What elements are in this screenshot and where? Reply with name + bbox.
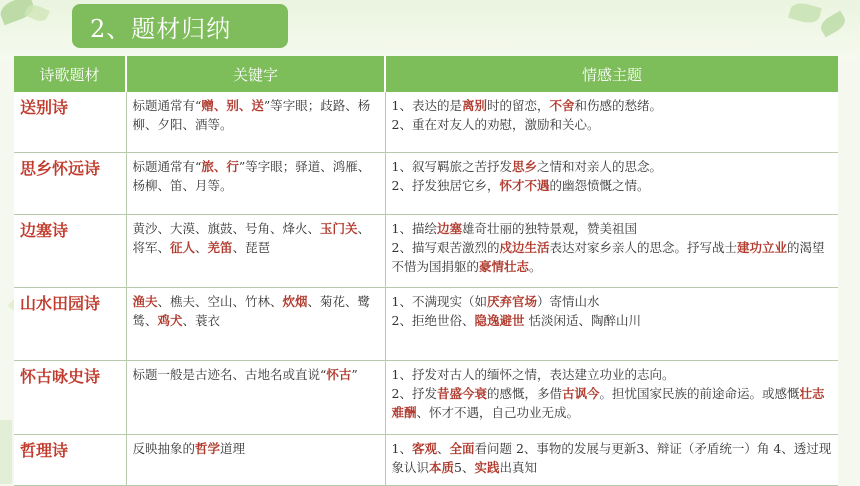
cell-text: 1、不满现实（如 [391,294,487,309]
cell-text: ”等字眼；驿道、鸿雁、杨柳、笛、月等。 [132,159,371,193]
highlight-keyword: 建功立业 [737,240,788,255]
cell-text: 时的留恋， [486,98,550,113]
header-subject: 诗歌题材 [14,56,126,92]
keywords-cell [126,288,385,361]
highlight-keyword: 炊烟 [282,294,308,309]
highlight-keyword: 哲学 [195,441,221,456]
cell-text: 、琵琶 [232,240,271,255]
cell-text: 黄沙、大漠、旗鼓、号角、烽火、 [132,221,321,236]
cell-text: 看问题 2、事物的发展与更新3、辩证（矛盾统一）角 4、透过现象认识 [391,441,832,475]
header-emotion: 情感主题 [385,56,838,92]
cell-text: 2、重在对友人的劝慰，激励和关心。 [391,117,600,132]
cell-text: 、樵夫、空山、竹林、 [157,294,283,309]
cell-text: ）寄情山水 [536,294,600,309]
highlight-keyword: 豪情壮志 [479,259,530,274]
highlight-keyword: 壮志难酬 [391,386,825,420]
cell-text: 出真知 [499,460,538,475]
highlight-keyword: 旅、行 [201,159,239,174]
cell-text: 2、拒绝世俗、 [391,313,475,328]
cell-text: 1、表达的是 [391,98,462,113]
highlight-keyword: 征人 [170,240,196,255]
highlight-keyword: 隐逸避世 [474,313,525,328]
emotion-cell [385,215,838,288]
section-title-tab [72,4,288,48]
cell-text: 的感慨，多借 [486,386,562,401]
subject-cell: 山水田园诗 [14,288,126,361]
cell-text: 1、 [391,441,412,456]
keywords-cell [126,153,385,215]
emotion-cell [385,288,838,361]
highlight-keyword: 客观 [411,441,437,456]
cell-text: 之情和对亲人的思念。 [536,159,662,174]
keywords-cell [126,92,385,153]
house-decoration [0,420,12,484]
section-title: 2、题材归纳 [90,14,232,43]
highlight-keyword: 实践 [474,460,500,475]
table-row [14,361,838,435]
cell-text: 、菊花、鹭鸶、 [132,294,371,328]
cell-text: 。担忧国家民族的前途命运。或感慨 [599,386,800,401]
highlight-keyword: 鸡犬 [157,313,183,328]
cell-text: 。 [529,259,542,274]
cell-text: 1、叙写羁旅之苦抒发 [391,159,512,174]
highlight-keyword: 羌笛 [207,240,233,255]
table-row [14,435,838,486]
cell-text: 标题通常有“ [132,98,202,113]
highlight-keyword: 边塞 [436,221,462,236]
cell-text: 、将军、 [132,221,371,255]
subject-cell: 怀古咏史诗 [14,361,126,435]
highlight-keyword: 戍边生活 [499,240,550,255]
emotion-cell [385,435,838,486]
cell-text: 标题通常有“ [132,159,202,174]
cell-text: 表达对家乡亲人的思念。抒写战士 [549,240,737,255]
cell-text: 道理 [220,441,246,456]
subject-cell: 哲理诗 [14,435,126,486]
highlight-keyword: 怀古 [326,367,352,382]
highlight-keyword: 昔盛今衰 [436,386,487,401]
highlight-keyword: 不舍 [549,98,575,113]
poetry-theme-table [14,56,838,486]
cell-text: 、怀才不遇，自己功业无成。 [416,405,580,420]
highlight-keyword: 离别 [461,98,487,113]
subject-cell: 思乡怀远诗 [14,153,126,215]
highlight-keyword: 思乡 [511,159,537,174]
cell-text: 恬淡闲适、陶醉山川 [524,313,641,328]
highlight-keyword: 厌弃官场 [486,294,537,309]
keywords-cell [126,215,385,288]
table-row [14,153,838,215]
cell-text: 2、描写艰苦激烈的 [391,240,500,255]
cell-text: 和伤感的愁绪。 [574,98,663,113]
emotion-cell [385,153,838,215]
highlight-keyword: 怀才不遇 [499,178,550,193]
subject-cell: 送别诗 [14,92,126,153]
highlight-keyword: 全面 [449,441,475,456]
highlight-keyword: 玉门关 [320,221,358,236]
table-header-row [14,56,838,92]
highlight-keyword: 赠、别、送 [201,98,264,113]
cell-text: 1、描绘 [391,221,437,236]
emotion-cell [385,92,838,153]
cell-text: 、 [436,441,450,456]
keywords-cell [126,361,385,435]
cell-text: ”等字眼；歧路、杨柳、夕阳、酒等。 [132,98,371,132]
cell-text: 雄奇壮丽的独特景观，赞美祖国 [461,221,637,236]
cell-text: 1、抒发对古人的缅怀之情，表达建立功业的志向。 [391,367,675,382]
cell-text: ” [351,367,358,382]
cell-text: 反映抽象的 [132,441,196,456]
table-row [14,215,838,288]
keywords-cell [126,435,385,486]
cell-text: 的渴望不惜为国捐躯的 [391,240,825,274]
table-row [14,288,838,361]
cell-text: 2、抒发独居它乡， [391,178,500,193]
highlight-keyword: 渔夫 [132,294,158,309]
cell-text: 2、抒发 [391,386,437,401]
cell-text: 、蓑衣 [182,313,221,328]
table-row [14,92,838,153]
header-keywords: 关键字 [126,56,385,92]
cell-text: 标题一般是古迹名、古地名或直说“ [132,367,327,382]
emotion-cell [385,361,838,435]
cell-text: 的幽怨愤慨之情。 [549,178,650,193]
highlight-keyword: 古讽今 [561,386,600,401]
cell-text: 、 [195,240,208,255]
highlight-keyword: 本质 [429,460,455,475]
cell-text: 5、 [454,460,475,475]
subject-cell: 边塞诗 [14,215,126,288]
